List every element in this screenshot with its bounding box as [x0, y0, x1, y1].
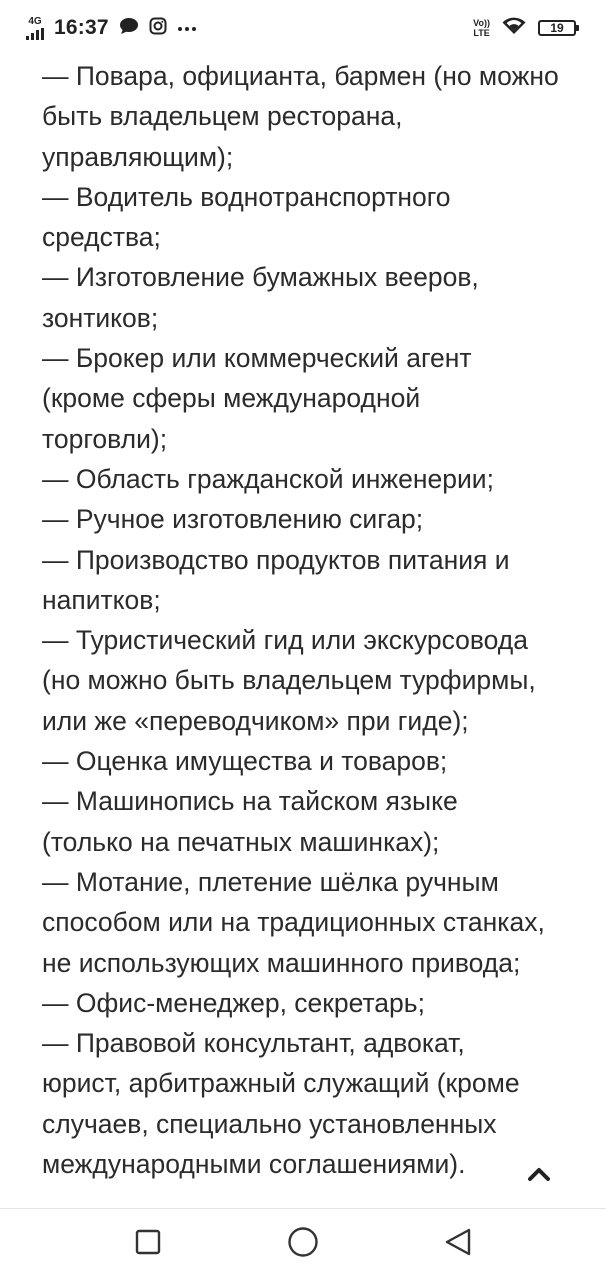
text-line: — Туристический гид или экскурсовода — [42, 625, 528, 656]
text-line: способом или на традиционных станках, — [42, 907, 545, 938]
network-indicator — [26, 17, 44, 40]
text-line: — Водитель воднотранспортного — [42, 181, 451, 212]
instagram-icon — [149, 17, 167, 40]
home-button[interactable] — [278, 1220, 328, 1270]
lte-label: LTE — [473, 28, 490, 38]
text-line: напитков; — [42, 584, 161, 615]
scroll-to-top-button[interactable] — [521, 1158, 557, 1194]
text-line: — Офис-менеджер, секретарь; — [42, 987, 425, 1018]
text-line: — Правовой консультант, адвокат, — [42, 1028, 465, 1059]
text-line: — Изготовление бумажных вееров, — [42, 262, 479, 293]
text-line: — Производство продуктов питания и — [42, 544, 510, 575]
text-line: — Ручное изготовлению сигар; — [42, 504, 424, 535]
volte-indicator — [473, 18, 490, 38]
text-line: (но можно быть владельцем турфирмы, — [42, 665, 536, 696]
text-line: не использующих машинного привода; — [42, 947, 521, 978]
navigation-bar — [0, 1209, 606, 1280]
text-line: — Брокер или коммерческий агент — [42, 343, 472, 374]
text-line: международными соглашениями). — [42, 1149, 466, 1180]
text-line: случаев, специально установленных — [42, 1108, 497, 1139]
volte-label: Vo)) — [473, 18, 490, 28]
text-line: зонтиков; — [42, 302, 159, 333]
wifi-icon — [502, 17, 526, 40]
more-icon — [177, 19, 197, 37]
text-line: (кроме сферы международной — [42, 383, 421, 414]
text-line: юрист, арбитражный служащий (кроме — [42, 1068, 520, 1099]
recent-apps-icon — [135, 1229, 161, 1260]
text-line: быть владельцем ресторана, — [42, 101, 403, 132]
text-line: — Область гражданской инженерии; — [42, 463, 494, 494]
text-line: — Мотание, плетение шёлка ручным — [42, 866, 499, 897]
back-icon — [444, 1227, 472, 1262]
article-text — [42, 56, 582, 1184]
text-line: — Оценка имущества и товаров; — [42, 746, 448, 777]
text-line: — Машинопись на тайском языке — [42, 786, 458, 817]
back-button[interactable] — [433, 1220, 483, 1270]
text-line: торговли); — [42, 423, 168, 454]
text-line: (только на печатных машинках); — [42, 826, 440, 857]
status-right — [473, 17, 576, 40]
text-line: средства; — [42, 222, 161, 253]
home-icon — [287, 1226, 319, 1263]
chevron-up-icon — [527, 1166, 551, 1187]
status-left — [26, 16, 197, 40]
text-line: управляющим); — [42, 141, 234, 172]
recent-apps-button[interactable] — [123, 1220, 173, 1270]
signal-icon — [26, 28, 44, 40]
clock: 16:37 — [54, 16, 109, 39]
text-line: — Повара, официанта, бармен (но можно — [42, 61, 559, 91]
status-bar — [0, 0, 606, 56]
battery-indicator: 19 — [538, 20, 576, 36]
network-type: 4G — [28, 15, 42, 27]
chat-bubble-icon — [119, 17, 139, 40]
text-line: или же «переводчиком» при гиде); — [42, 705, 469, 736]
